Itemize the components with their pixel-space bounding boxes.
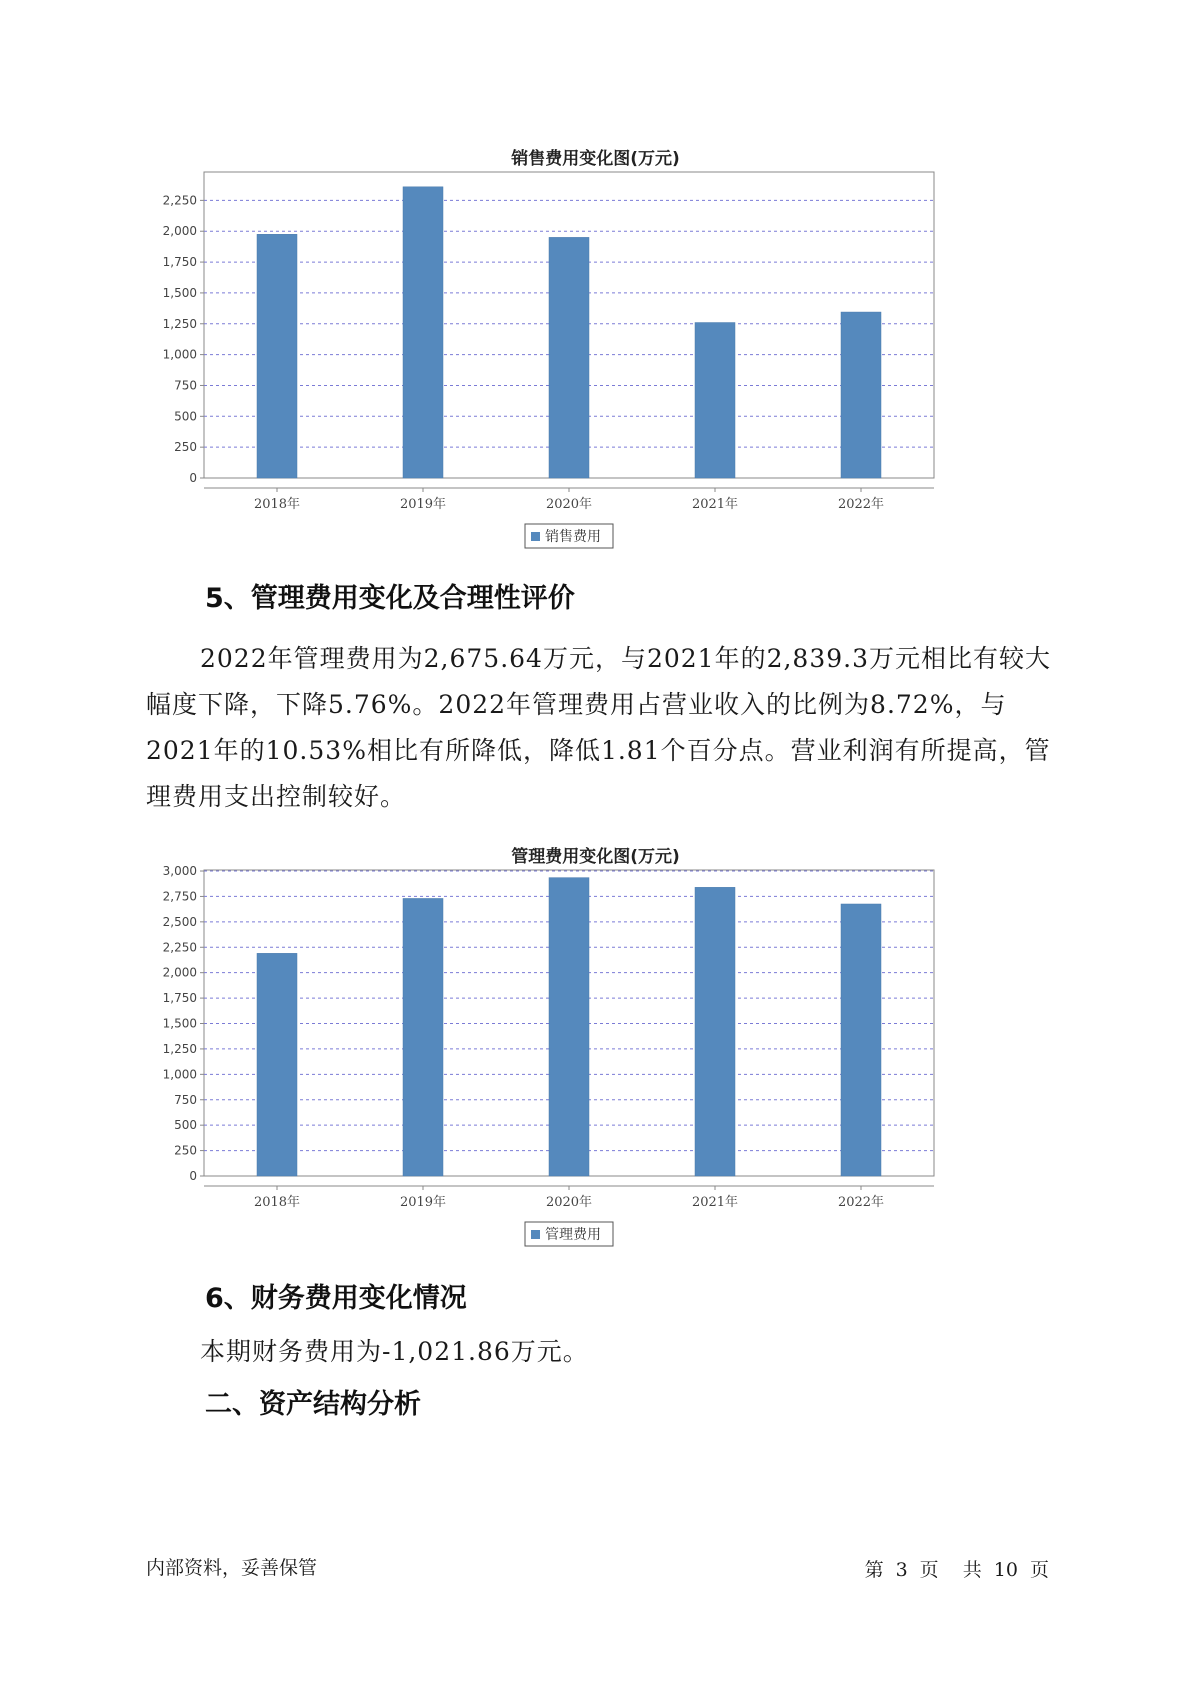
y-tick-label: 2,750 xyxy=(162,889,197,904)
admin-expense-chart xyxy=(160,858,1020,1298)
y-tick-label: 0 xyxy=(189,471,197,485)
page-number: 3 xyxy=(895,1559,908,1581)
bar xyxy=(549,878,589,1176)
legend-swatch xyxy=(531,532,540,541)
total-unit: 页 xyxy=(1029,1559,1049,1581)
y-tick-label: 1,500 xyxy=(162,285,197,300)
page-prefix: 第 xyxy=(864,1559,884,1581)
y-tick-label: 750 xyxy=(174,1092,197,1107)
y-tick-label: 0 xyxy=(189,1169,197,1183)
y-tick-label: 1,250 xyxy=(162,1041,197,1056)
section-heading-asset-structure: 二、资产结构分析 xyxy=(205,1389,421,1420)
y-tick-label: 1,000 xyxy=(162,347,197,362)
legend-swatch xyxy=(531,1230,540,1239)
y-tick-label: 250 xyxy=(174,440,197,455)
x-tick-label: 2019年 xyxy=(399,497,447,512)
total-prefix: 共 xyxy=(962,1559,982,1581)
x-tick-label: 2022年 xyxy=(837,497,885,512)
x-tick-label: 2020年 xyxy=(545,497,593,512)
bar xyxy=(403,898,443,1176)
bar xyxy=(841,904,881,1176)
x-tick-label: 2021年 xyxy=(691,1195,739,1210)
y-tick-label: 1,500 xyxy=(162,1016,197,1031)
y-tick-label: 750 xyxy=(174,378,197,393)
section-paragraph-5: 2022年管理费用为2,675.64万元，与2021年的2,839.3万元相比有较大幅度下降，下降5.76%。2022年管理费用占营业收入的比例为8.72%，与2021年的10.53%相比有所降低，降低1.81个百分点。营业利润有所提高，管理费用支出控制较好。 xyxy=(146,644,1051,811)
legend-label: 管理费用 xyxy=(545,1227,601,1243)
y-tick-label: 2,000 xyxy=(162,965,197,980)
y-tick-label: 1,750 xyxy=(162,991,197,1006)
x-tick-label: 2022年 xyxy=(837,1195,885,1210)
y-tick-label: 3,000 xyxy=(162,864,197,879)
sales-expense-chart xyxy=(160,160,1020,600)
footer-confidential-note: 内部资料，妥善保管 xyxy=(146,1557,318,1579)
y-tick-label: 1,000 xyxy=(162,1067,197,1082)
chart-title-admin: 管理费用变化图(万元) xyxy=(511,847,680,867)
bar xyxy=(695,323,735,478)
y-tick-label: 250 xyxy=(174,1143,197,1158)
footer-page-number xyxy=(859,1555,1055,1582)
bar xyxy=(695,887,735,1176)
chart-title-sales: 销售费用变化图(万元) xyxy=(511,149,680,169)
y-tick-label: 2,250 xyxy=(162,940,197,955)
section-heading-5: 5、管理费用变化及合理性评价 xyxy=(205,583,575,614)
x-tick-label: 2021年 xyxy=(691,497,739,512)
x-tick-label: 2020年 xyxy=(545,1195,593,1210)
x-tick-label: 2019年 xyxy=(399,1195,447,1210)
y-tick-label: 1,250 xyxy=(162,316,197,331)
y-tick-label: 2,500 xyxy=(162,914,197,929)
y-tick-label: 500 xyxy=(174,1118,197,1133)
y-tick-label: 2,250 xyxy=(162,193,197,208)
bar xyxy=(403,187,443,478)
bar xyxy=(257,953,297,1176)
y-tick-label: 2,000 xyxy=(162,224,197,239)
y-tick-label: 1,750 xyxy=(162,255,197,270)
page-unit: 页 xyxy=(919,1559,939,1581)
bar xyxy=(841,312,881,478)
bar xyxy=(257,234,297,478)
total-pages: 10 xyxy=(993,1559,1018,1581)
x-tick-label: 2018年 xyxy=(253,497,301,512)
section-heading-6: 6、财务费用变化情况 xyxy=(205,1283,467,1314)
y-tick-label: 500 xyxy=(174,409,197,424)
x-tick-label: 2018年 xyxy=(253,1195,301,1210)
legend-label: 销售费用 xyxy=(545,529,601,545)
section-paragraph-6: 本期财务费用为-1,021.86万元。 xyxy=(200,1337,589,1366)
bar xyxy=(549,237,589,478)
